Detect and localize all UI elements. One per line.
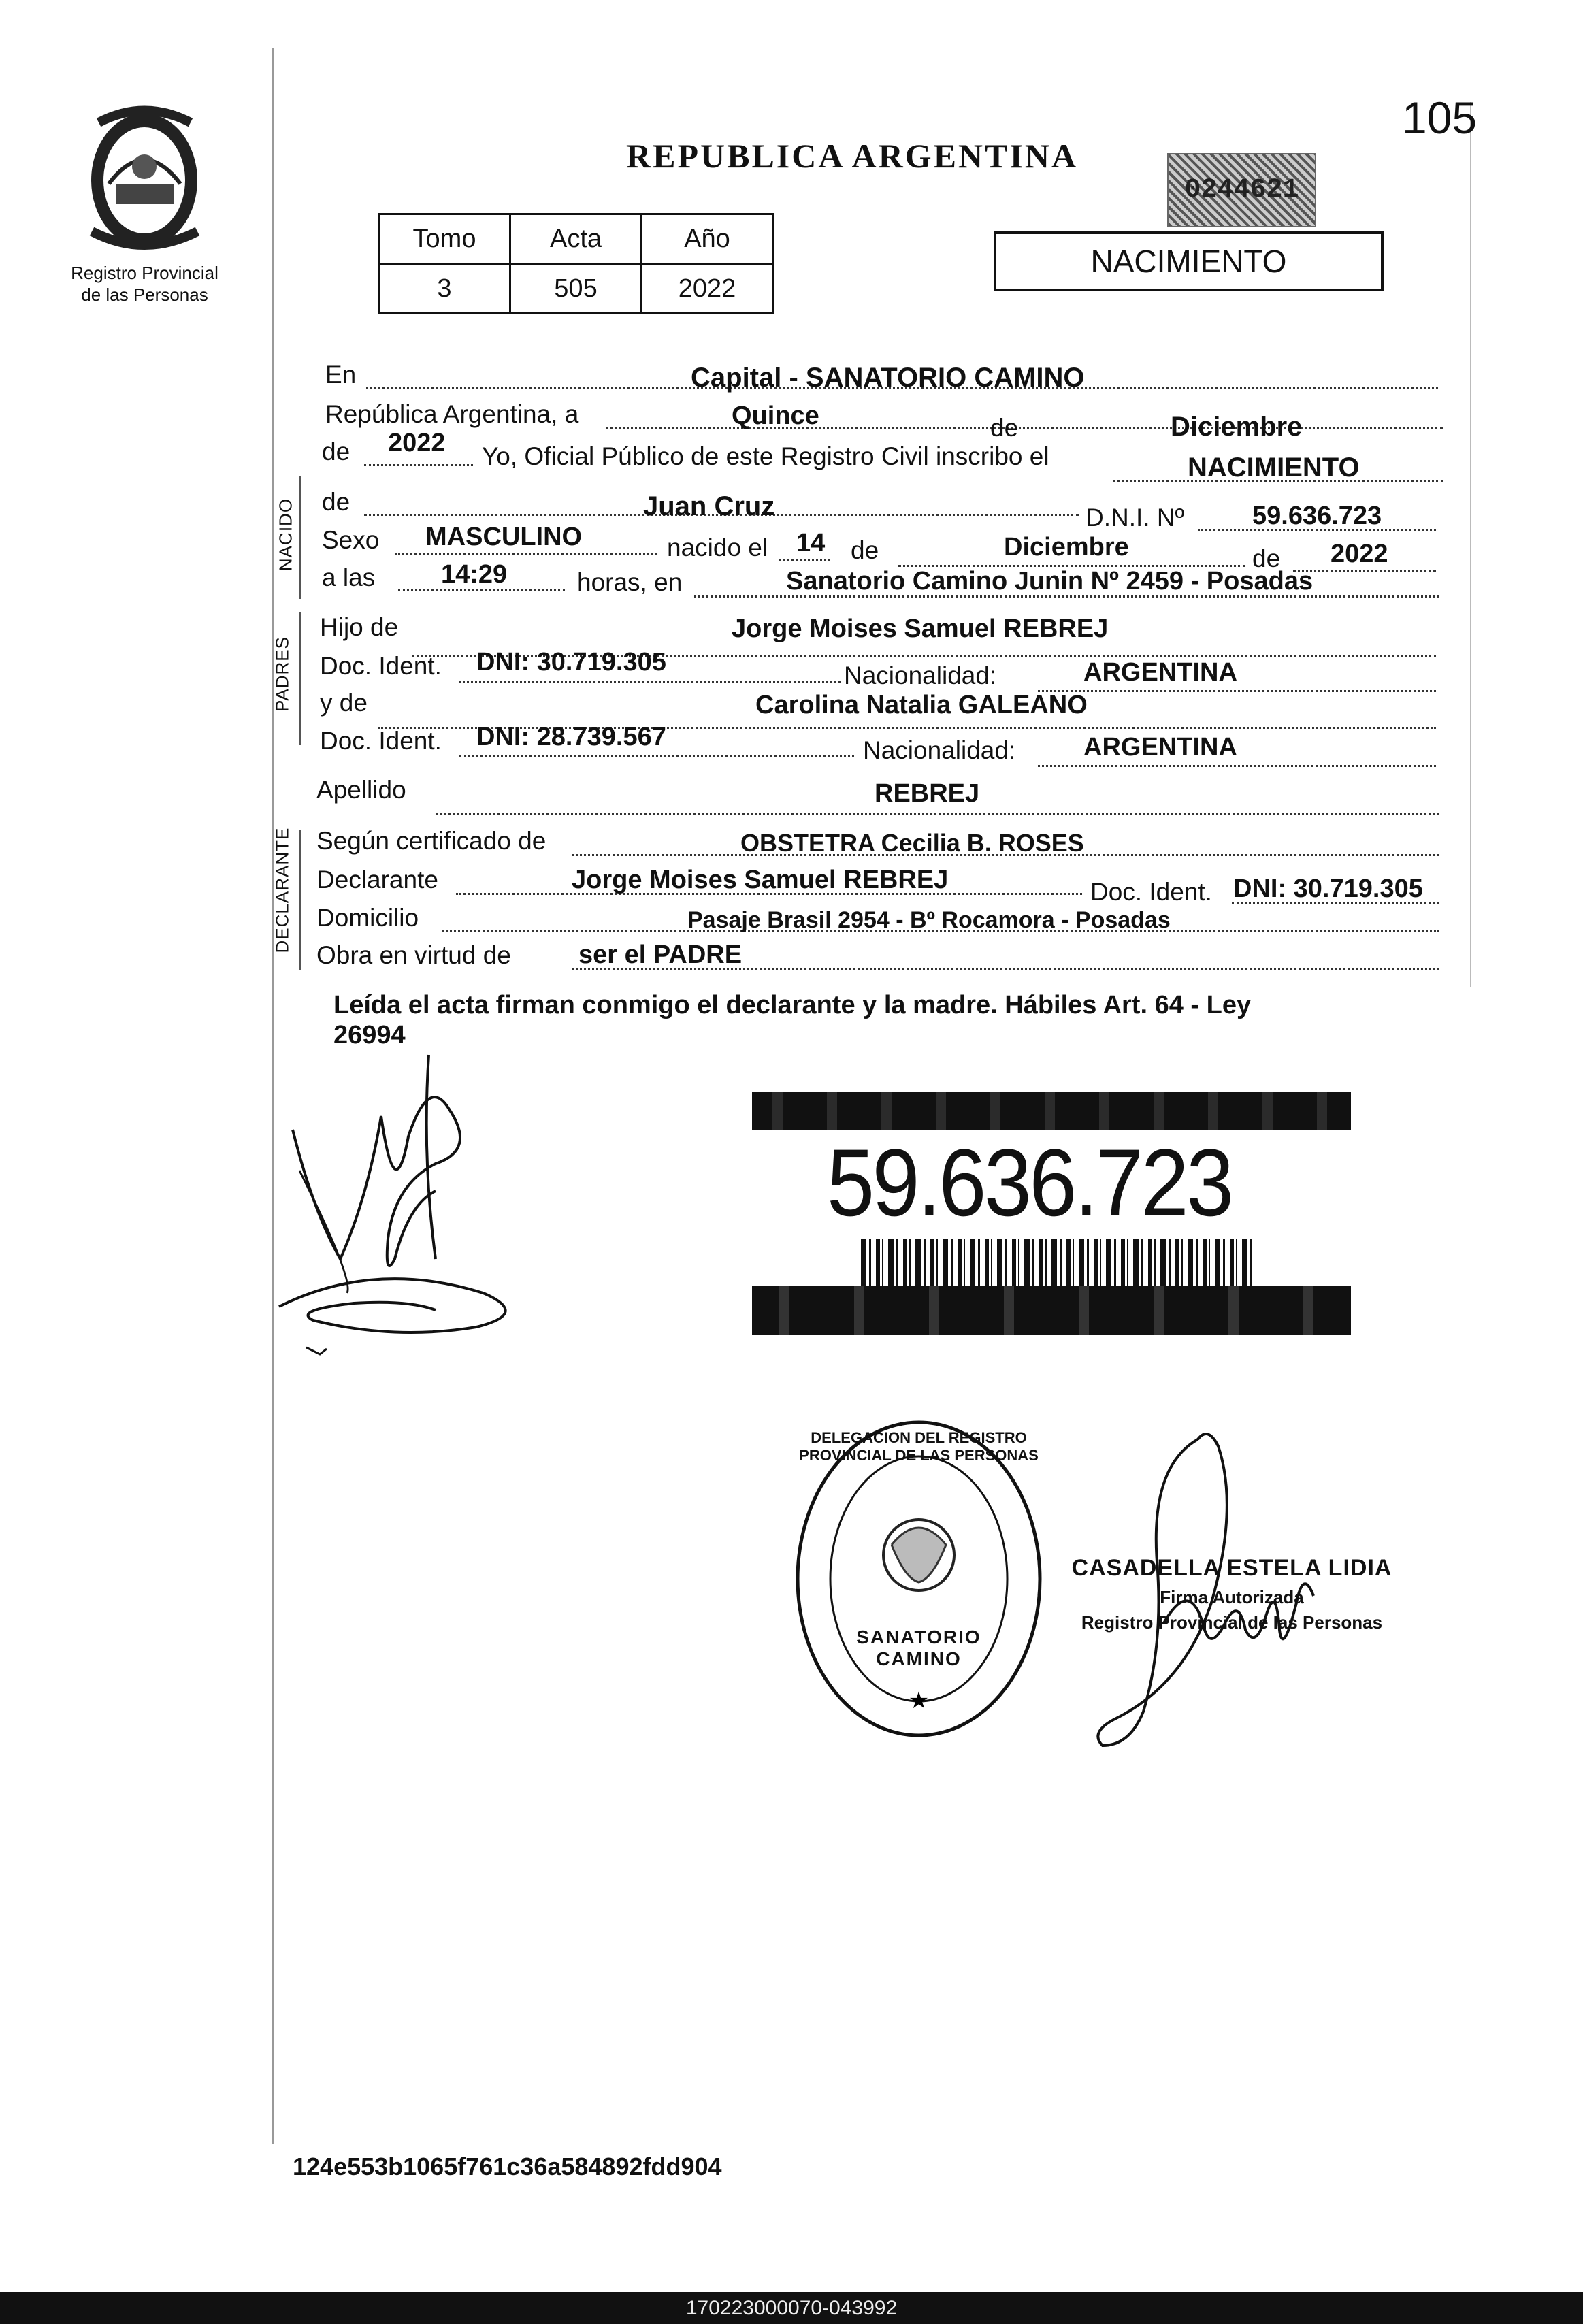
official-role: Firma Autorizada [1160,1587,1304,1607]
month-value: Diciembre [1171,412,1303,442]
stamp-code: 0244621 [1167,153,1316,227]
registry-caption [51,262,238,306]
line-father-doc [459,681,841,683]
birth-time: 14:29 [441,560,508,589]
page-number: 105 [1402,93,1478,143]
label-y-de: y de [320,689,368,717]
ref-header-acta: Acta [510,214,642,264]
label-de-name: de [322,488,350,516]
label-en: En [325,361,357,389]
day-word: Quince [732,402,819,430]
surname: REBREJ [875,779,980,808]
label-doc-father: Doc. Ident. [320,652,442,680]
place-value: Capital - SANATORIO CAMINO [691,363,1085,393]
year-value: 2022 [388,429,446,457]
label-hijo: Hijo de [320,613,399,641]
father-name: Jorge Moises Samuel REBREJ [732,615,1109,643]
mother-nationality: ARGENTINA [1083,733,1237,762]
line-sexo [395,553,657,555]
declarant-name: Jorge Moises Samuel REBREJ [572,866,949,894]
label-doc-mother: Doc. Ident. [320,727,442,755]
label-segun: Según certificado de [316,827,546,855]
mother-doc: DNI: 28.739.567 [476,723,666,751]
section-label-nacido: NACIDO [275,497,296,572]
label-a-las: a las [322,563,376,591]
line-mother-nat [1038,765,1436,767]
province-emblem [78,102,211,255]
label-dni: D.N.I. Nº [1086,504,1185,531]
label-de-birth-month: de [851,536,879,564]
barcode-bars [861,1239,1256,1290]
padres-bracket [299,612,301,745]
ref-value-acta: 505 [510,264,642,314]
act-type: NACIMIENTO [1090,244,1287,279]
line-surname [436,813,1439,815]
ref-value-anio: 2022 [642,264,773,314]
barcode-block [752,1092,1351,1341]
label-nac-father: Nacionalidad: [844,661,997,689]
birth-place: Sanatorio Camino Junin Nº 2459 - Posadas [786,567,1313,595]
label-republica: República Argentina, a [325,400,579,428]
barcode-number: 59.636.723 [827,1129,1232,1236]
country-title: REPUBLICA ARGENTINA [626,137,1079,175]
act-type-box [994,231,1384,291]
label-doc-declarant: Doc. Ident. [1090,878,1212,906]
declarante-bracket [299,830,301,970]
closing-line-1: Leída el acta firman conmigo el declarante y la madre. Hábiles Art. 64 - Ley [333,991,1252,1019]
footer-code: 170223000070-043992 [685,2297,898,2319]
document-hash: 124e553b1065f761c36a584892fdd904 [293,2153,722,2180]
official-seal [789,1409,1048,1756]
official-name: CASADELLA ESTELA LIDIA [1071,1555,1392,1581]
child-dni: 59.636.723 [1252,502,1382,530]
ref-value-tomo: 3 [379,264,510,314]
barcode-bottom-band [752,1286,1351,1335]
birth-month: Diciembre [1004,533,1129,561]
line-mother-doc [459,755,854,757]
registry-line2: de las Personas [81,284,208,305]
line-father-nat [1038,690,1436,692]
address-value: Pasaje Brasil 2954 - Bº Rocamora - Posadas [687,907,1171,933]
child-name: Juan Cruz [643,491,775,521]
official-block [1062,1555,1402,1633]
declarant-signature [272,1034,558,1361]
label-sexo: Sexo [322,526,380,554]
label-declarante: Declarante [316,866,438,894]
registry-line1: Registro Provincial [71,263,218,283]
label-nac-mother: Nacionalidad: [863,736,1016,764]
closing-line-2: 26994 [333,1021,406,1049]
reference-table [378,213,774,314]
seal-ring-text: DELEGACION DEL REGISTRO PROVINCIAL DE LAS PERSONAS [799,1429,1039,1464]
mother-name: Carolina Natalia GALEANO [755,691,1088,719]
label-de: de [990,414,1019,442]
nacido-bracket [299,476,301,599]
line-birth-day [779,559,830,561]
barcode-top-band [752,1092,1351,1130]
label-obra: Obra en virtud de [316,941,511,969]
svg-text:★: ★ [908,1687,930,1714]
declarant-doc: DNI: 30.719.305 [1233,874,1423,903]
label-de-birth-year: de [1252,544,1281,572]
label-de-year: de [322,438,350,465]
obra-value: ser el PADRE [578,940,742,969]
footer-bar [0,2292,1583,2324]
line-declarant-doc [1232,902,1439,904]
ref-header-tomo: Tomo [379,214,510,264]
label-domicilio: Domicilio [316,904,419,932]
line-birth-year [1293,570,1436,572]
yo-text: Yo, Oficial Público de este Registro Civil inscribo el [482,442,1049,470]
inscribo-value: NACIMIENTO [1188,453,1360,482]
right-margin-rule [1470,102,1471,987]
line-year [364,464,473,466]
seal-inner-text: SANATORIO CAMINO [856,1626,981,1669]
label-horas: horas, en [577,568,683,596]
section-label-padres: PADRES [272,636,293,712]
label-apellido: Apellido [316,776,406,804]
certificate-value: OBSTETRA Cecilia B. ROSES [740,829,1084,857]
father-nationality: ARGENTINA [1083,658,1237,687]
sexo-value: MASCULINO [425,523,583,551]
birth-year: 2022 [1331,540,1388,568]
ref-header-anio: Año [642,214,773,264]
label-nacido: nacido el [667,534,768,561]
birth-day: 14 [796,529,826,557]
section-label-declarante: DECLARANTE [272,827,293,953]
line-time [398,589,565,591]
father-doc: DNI: 30.719.305 [476,648,666,676]
official-registry: Registro Provincial de las Personas [1081,1612,1383,1633]
